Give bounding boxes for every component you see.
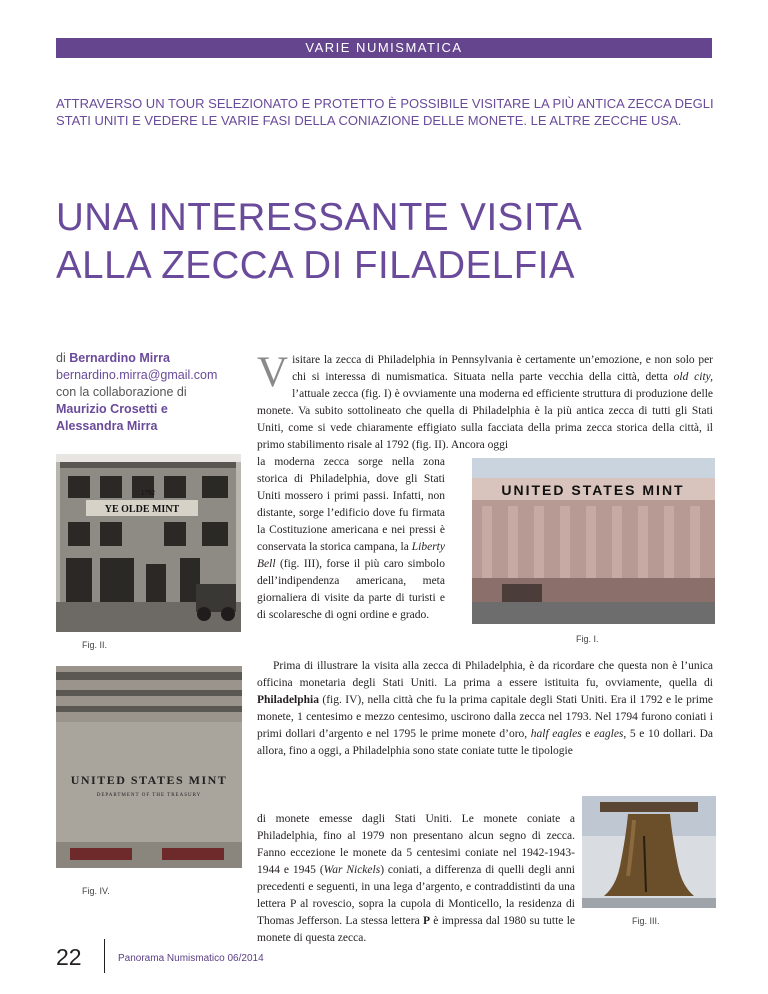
article-lead: ATTRAVERSO UN TOUR SELEZIONATO E PROTETTO È POSSIBILE VISITARE LA PIÙ ANTICA ZECCA DEGLI STATI UNITI E VEDERE LE VARIE FASI DELLA CONIAZIONE DELLE MONETE. LE ALTRE ZECCHE USA. [56, 96, 714, 128]
p4-italic: War Nickels [323, 864, 381, 876]
footer-divider [104, 939, 105, 973]
old-mint-year: 1792 [141, 489, 155, 497]
p3-italic-2: eagles [594, 728, 624, 740]
figure-3-photo [582, 796, 716, 908]
p4-bold: P [422, 915, 431, 927]
p3-italic-1: half eagles [530, 728, 582, 740]
p3-text-a: Prima di illustrare la visita alla zecca di Philadelphia, è da ricordare che questa non è l’unica officina monetaria degli Stati Uniti. La prima a essere istituita fu, ovviamente, quella di [257, 660, 713, 689]
title-line-1: UNA INTERESSANTE VISITA [56, 196, 583, 239]
p2-italic: Liberty Bell [257, 541, 445, 570]
article-paragraph-1 [257, 349, 713, 454]
mint-facade-image [56, 666, 242, 868]
p3-text-c: (fig. IV), nella città che fu la prima capitale degli Stati Uniti. Era il 1792 e le prime monete, 1 centesimo e mezzo centesimo, uscirono dalla zecca nel 1793. Nel 1794 furono coniati i primi dollari d’argento e nel 1795 le prime monete d’oro, [257, 694, 713, 740]
collaborator-1: Maurizio Crosetti e [56, 402, 168, 416]
p1-text-a: isitare la zecca di Philadelphia in Pennsylvania è certamente un’emozione, e non solo per chi si interessa di numismatica. Situata nella parte vecchia della città, detta [292, 354, 713, 383]
p4-text-a: di monete emesse dagli Stati Uniti. Le monete coniate a Philadelphia, fino al 1979 non presentano alcun segno di zecca. Fanno eccezione le monete da 5 centesimi coniate nel 1942-1943-1944 e 1945 ( [257, 813, 575, 876]
article-paragraph-2 [257, 454, 445, 624]
facade-subsign: DEPARTMENT OF THE TREASURY [96, 793, 202, 798]
figure-3-caption: Fig. III. [632, 916, 660, 926]
p1-italic: old city, [673, 371, 713, 383]
figure-2-caption: Fig. II. [82, 640, 108, 650]
collaborator-2: Alessandra Mirra [56, 419, 158, 433]
p2-text-a: la moderna zecca sorge nella zona storica di Philadelphia, dove gli Stati Uniti mossero i primi passi. Infatti, non distante, sorge l’edificio dove fu firmata la Costituzione americana e nei pressi è conservata la storica campana, la [257, 456, 445, 553]
p4-text-e: è impressa dal 1980 su tutte le monete di questa zecca. [257, 915, 575, 944]
author-name: Bernardino Mirra [69, 351, 170, 365]
modern-mint-building-image [472, 458, 715, 624]
article-paragraph-4 [257, 811, 575, 947]
modern-mint-sign: UNITED STATES MINT [501, 482, 685, 498]
figure-1-photo [472, 458, 715, 624]
old-mint-building-image [56, 454, 241, 632]
p2-text-c: (fig. III), forse il più caro simbolo dell’indipendenza americana, meta giornaliera di visite da parte di turisti e di scolaresche di ogni ordine e grado. [257, 558, 445, 621]
drop-cap: V [257, 349, 289, 396]
title-line-2: ALLA ZECCA DI FILADELFIA [56, 244, 576, 287]
p3-text-e: e [581, 728, 595, 740]
article-paragraph-3 [257, 658, 713, 760]
p3-bold: Philadelphia [257, 694, 319, 706]
p3-text-g: , 5 e 10 dollari. Da allora, fino a oggi, a Philadelphia sono state coniate tutte le tipologie [257, 728, 713, 757]
article-title [56, 194, 716, 290]
figure-1-caption: Fig. I. [576, 634, 599, 644]
figure-4-photo [56, 666, 242, 868]
figure-2-photo [56, 454, 241, 632]
byline-prefix: di [56, 351, 66, 365]
collaboration-label: con la collaborazione di [56, 385, 187, 399]
byline [56, 350, 256, 435]
byline-author-row [56, 350, 256, 367]
page-number: 22 [56, 944, 82, 970]
facade-sign: UNITED STATES MINT [70, 773, 228, 787]
magazine-issue: Panorama Numismatico 06/2014 [118, 953, 264, 964]
author-email[interactable]: bernardino.mirra@gmail.com [56, 368, 218, 382]
liberty-bell-image [582, 796, 716, 908]
section-header: VARIE NUMISMATICA [56, 38, 712, 58]
old-mint-sign: YE OLDE MINT [104, 504, 180, 515]
figure-4-caption: Fig. IV. [82, 886, 110, 896]
p4-text-c: ) coniati, a differenza di quelli degli anni precedenti e seguenti, in una lega d’argento, e contraddistinti da una lettera P al rovescio, sopra la cupola di Monticello, la residenza di Thomas Jefferson. La stessa lettera [257, 864, 575, 927]
p1-text-c: l’attuale zecca (fig. I) è ovviamente una moderna ed efficiente struttura di produzione delle monete. Va subito sottolineato che quella di Philadelphia è la più antica zecca di tutti gli Stati Uniti, come si vede chiaramente effigiato sulla facciata della prima zecca storica della città, il primo stabilimento risale al 1792 (fig. II). Ancora oggi [257, 388, 713, 451]
